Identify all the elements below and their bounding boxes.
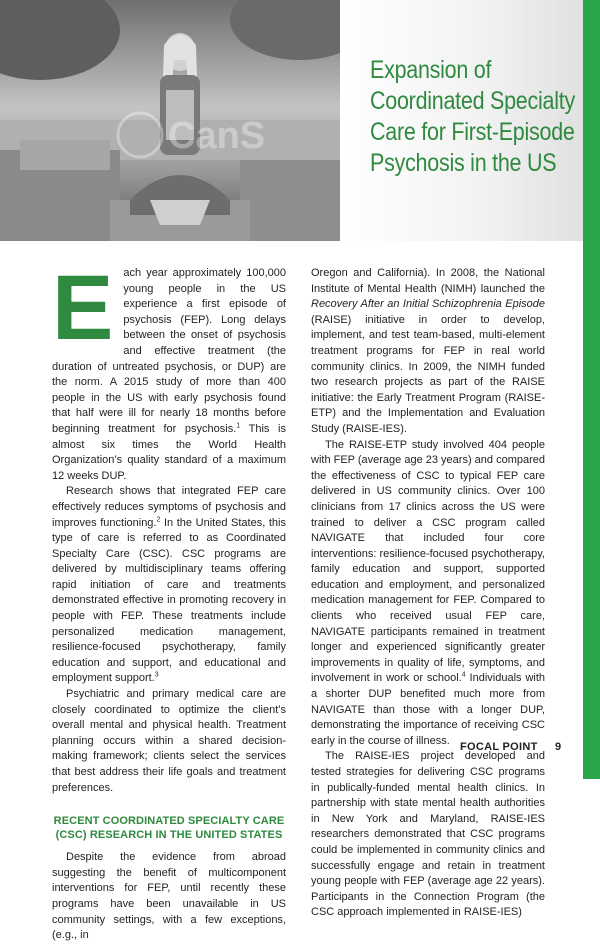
right-column bbox=[311, 266, 545, 921]
footnote-ref: 3 bbox=[154, 671, 159, 679]
header-photo bbox=[0, 0, 340, 241]
title-line: Care for First-Episode bbox=[370, 118, 575, 146]
heading-line: (CSC) RESEARCH IN THE UNITED STATES bbox=[55, 829, 283, 842]
footnote-ref: 4 bbox=[461, 671, 466, 679]
side-accent-bar bbox=[583, 0, 600, 779]
body-paragraph: The RAISE-IES project developed and tested strategies for delivering CSC programs in publically-funded mental health clinics. In partnership with state mental health authorities in New York and Maryland, RAISE-IES researchers demonstrated that CSC programs could be implemented in community clinics and successfully engage and retain in treatment young people with FEP (average age 22 years). Participants in the Connection Program (the CSC approach implemented in RAISE-IES) bbox=[311, 750, 545, 919]
italic-title: Recovery After an Initial Schizophrenia Episode bbox=[311, 298, 545, 311]
text-run: Individuals with a shorter DUP benefited much more from NAVIGATE than those with a longer DUP, demonstrating the importance of receiving CSC early in the course of illness. bbox=[311, 672, 546, 747]
footer-label: FOCAL POINT bbox=[460, 741, 538, 753]
text-run: This is almost six times the World Health Organization’s quality standard of a maximum 12 weeks DUP. bbox=[52, 422, 286, 482]
left-column bbox=[52, 257, 286, 944]
text-run: The RAISE-ETP study involved 404 people with FEP (average age 23 years) and compared the effectiveness of CSC to typical FEP care delivered in US community clinics. Over 100 clinicians from 17 clinics across the US were trained to deliver a CSC program called NAVIGATE that included four core interventions: resilience-focused psychotherapy, family education and support, supported education and employment, and personalized medication management for FEP. Compared to clients who received usual FEP care, NAVIGATE participants remained in treatment longer and experienced significantly greater improvements in quality of life, symptoms, and involvement in work or school. bbox=[311, 438, 545, 685]
dropcap: E bbox=[52, 257, 114, 359]
text-run: In the United States, this type of care is referred to as Coordinated Specialty Care (CSC). CSC programs are delivered by multidisciplinary teams offering rapid initiation of care and treatments demonstrated effective in promoting recovery in people with FEP. These treatments include personalized medication management, resilience-focused psychotherapy, family education and support, and educational and employment support. bbox=[52, 516, 286, 685]
svg-text:CanS: CanS bbox=[168, 115, 266, 157]
body-paragraph bbox=[52, 484, 286, 687]
text-run: ach year approximately 100,000 young people in the US experience a first episode of psychosis (FEP). Long delays between the onset of psychosis and effective treatment (the duration of untreated psychosis, or DUP) are the norm. A 2015 study of more than 400 people in the US with early psychosis found that half were ill for nearly 18 months before beginning treatment for psychosis. bbox=[52, 267, 286, 435]
body-paragraph bbox=[311, 266, 545, 438]
text-run: Oregon and California). In 2008, the National Institute of Mental Health (NIMH) launched the bbox=[311, 267, 545, 295]
title-line: Expansion of bbox=[370, 56, 492, 84]
footnote-ref: 1 bbox=[236, 422, 241, 430]
title-line: Coordinated Specialty bbox=[370, 87, 575, 115]
section-heading bbox=[52, 814, 286, 842]
text-run: (RAISE) initiative in order to develop, implement, and test team-based, multi-element treatment programs for FEP in real world community clinics. In 2009, the NIMH funded two research projects as part of the RAISE initiative: the Early Treatment Program (RAISE-ETP) and the Implementation and Evaluation Study (RAISE-IES). bbox=[311, 313, 545, 435]
footnote-ref: 2 bbox=[156, 515, 161, 523]
text-run: Research shows that integrated FEP care effectively reduces symptoms of psychosis and improves functioning. bbox=[52, 485, 286, 529]
title-line: Psychosis in the US bbox=[370, 149, 557, 177]
article-title bbox=[370, 55, 575, 179]
body-paragraph bbox=[311, 438, 545, 750]
body-paragraph: Despite the evidence from abroad suggesting the benefit of multicomponent interventions for FEP, until recently these programs have been unavailable in US community settings, with a few exceptions, (e.g., in bbox=[52, 851, 286, 942]
intro-paragraph bbox=[52, 257, 286, 484]
heading-line: RECENT COORDINATED SPECIALTY CARE bbox=[53, 815, 285, 828]
title-panel bbox=[340, 0, 583, 241]
page-number: 9 bbox=[555, 741, 562, 753]
photo-illustration bbox=[0, 0, 340, 241]
body-paragraph: Psychiatric and primary medical care are closely coordinated to optimize the client’s overall mental and physical health. Treatment planning occurs within a shared decision-making framework; clients select the services that best address their life goals and treatment preferences. bbox=[52, 688, 286, 794]
